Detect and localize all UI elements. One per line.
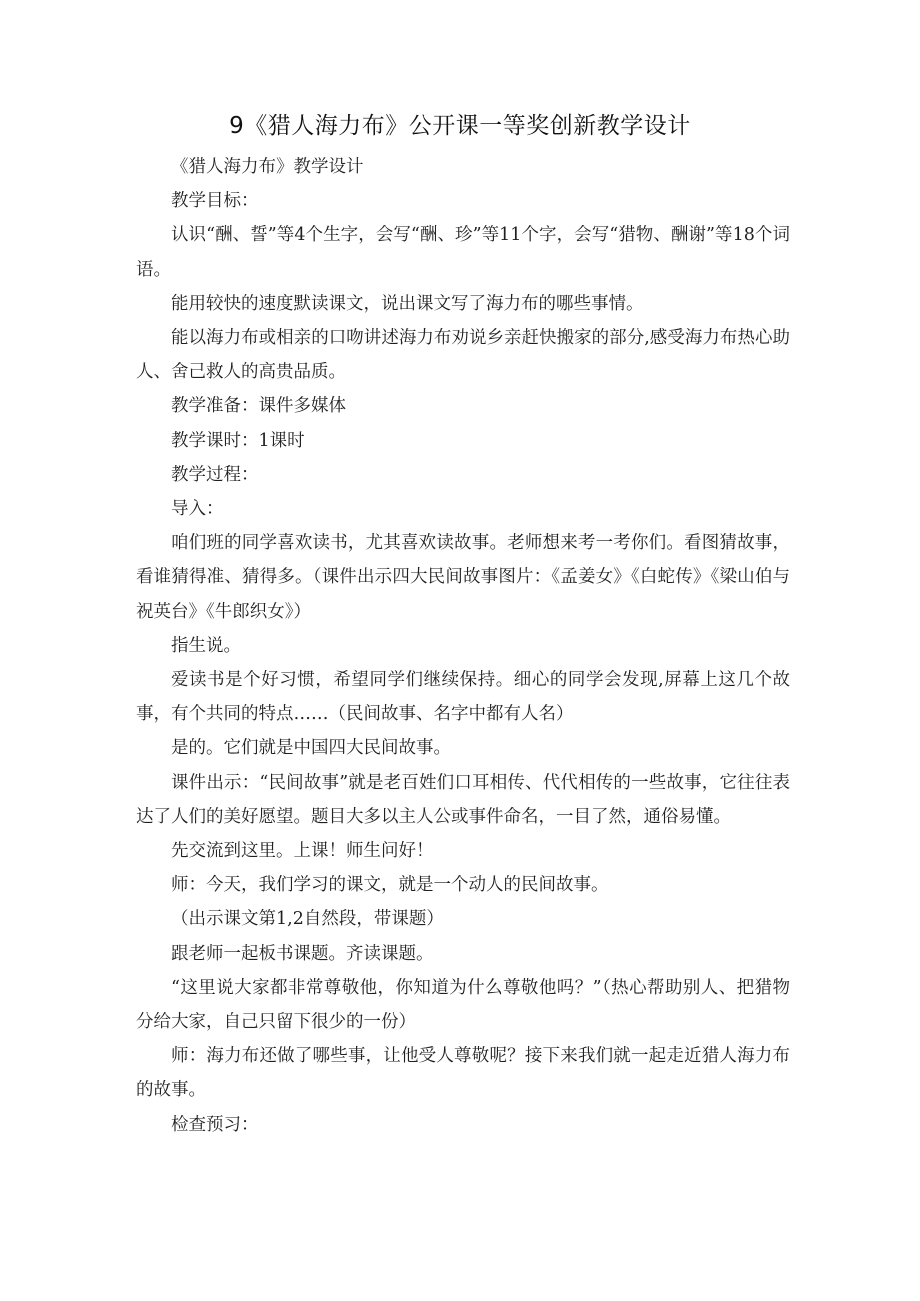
paragraph: 师：今天，我们学习的课文，就是一个动人的民间故事。 [171,875,609,896]
paragraph: 检查预习： [171,1114,259,1135]
paragraph: 课件出示：“民间故事”就是老百姓们口耳相传、代代相传的一些故事，它往往表达了人们的美好愿望。题目大多以主人公或事件命名，一目了然，通俗易懂。 [136,772,790,827]
paragraph: 教学课时：1课时 [171,430,305,451]
paragraph: 跟老师一起板书课题。齐读课题。 [171,943,434,964]
paragraph: 指生说。 [171,635,241,656]
paragraph: 能以海力布或相亲的口吻讲述海力布劝说乡亲赶快搬家的部分,感受海力布热心助人、舍己救人的高贵品质。 [136,328,790,383]
paragraph: 先交流到这里。上课！师生问好！ [171,841,434,862]
paragraph: 咱们班的同学喜欢读书，尤其喜欢读故事。老师想来考一考你们。看图猜故事，看谁猜得准、猜得多。（课件出示四大民间故事图片：《孟姜女》《白蛇传》《梁山伯与祝英台》《牛郎织女》） [136,533,790,622]
paragraph: 导入： [171,499,224,520]
paragraph: 能用较快的速度默读课文，说出课文写了海力布的哪些事情。 [171,293,644,314]
paragraph: 师：海力布还做了哪些事，让他受人尊敬呢？接下来我们就一起走近猎人海力布的故事。 [136,1046,790,1101]
document-body [136,150,790,1142]
paragraph: 是的。它们就是中国四大民间故事。 [171,738,451,759]
paragraph: 认识“酬、誓”等4个生字，会写“酬、珍”等11个字，会写“猎物、酬谢”等18个词语。 [136,225,790,280]
paragraph: 爱读书是个好习惯，希望同学们继续保持。细心的同学会发现,屏幕上这几个故事，有个共同的特点……（民间故事、名字中都有人名） [136,670,790,725]
paragraph: 教学准备：课件多媒体 [171,396,346,417]
paragraph: 教学目标： [171,191,259,212]
document-title: 9《猎人海力布》公开课一等奖创新教学设计 [229,113,691,139]
paragraph: 教学过程： [171,464,259,485]
paragraph: “这里说大家都非常尊敬他，你知道为什么尊敬他吗？”（热心帮助别人、把猎物分给大家，自己只留下很少的一份） [136,977,790,1033]
paragraph: 《猎人海力布》教学设计 [171,157,364,177]
paragraph: （出示课文第1,2自然段，带课题） [171,909,444,930]
